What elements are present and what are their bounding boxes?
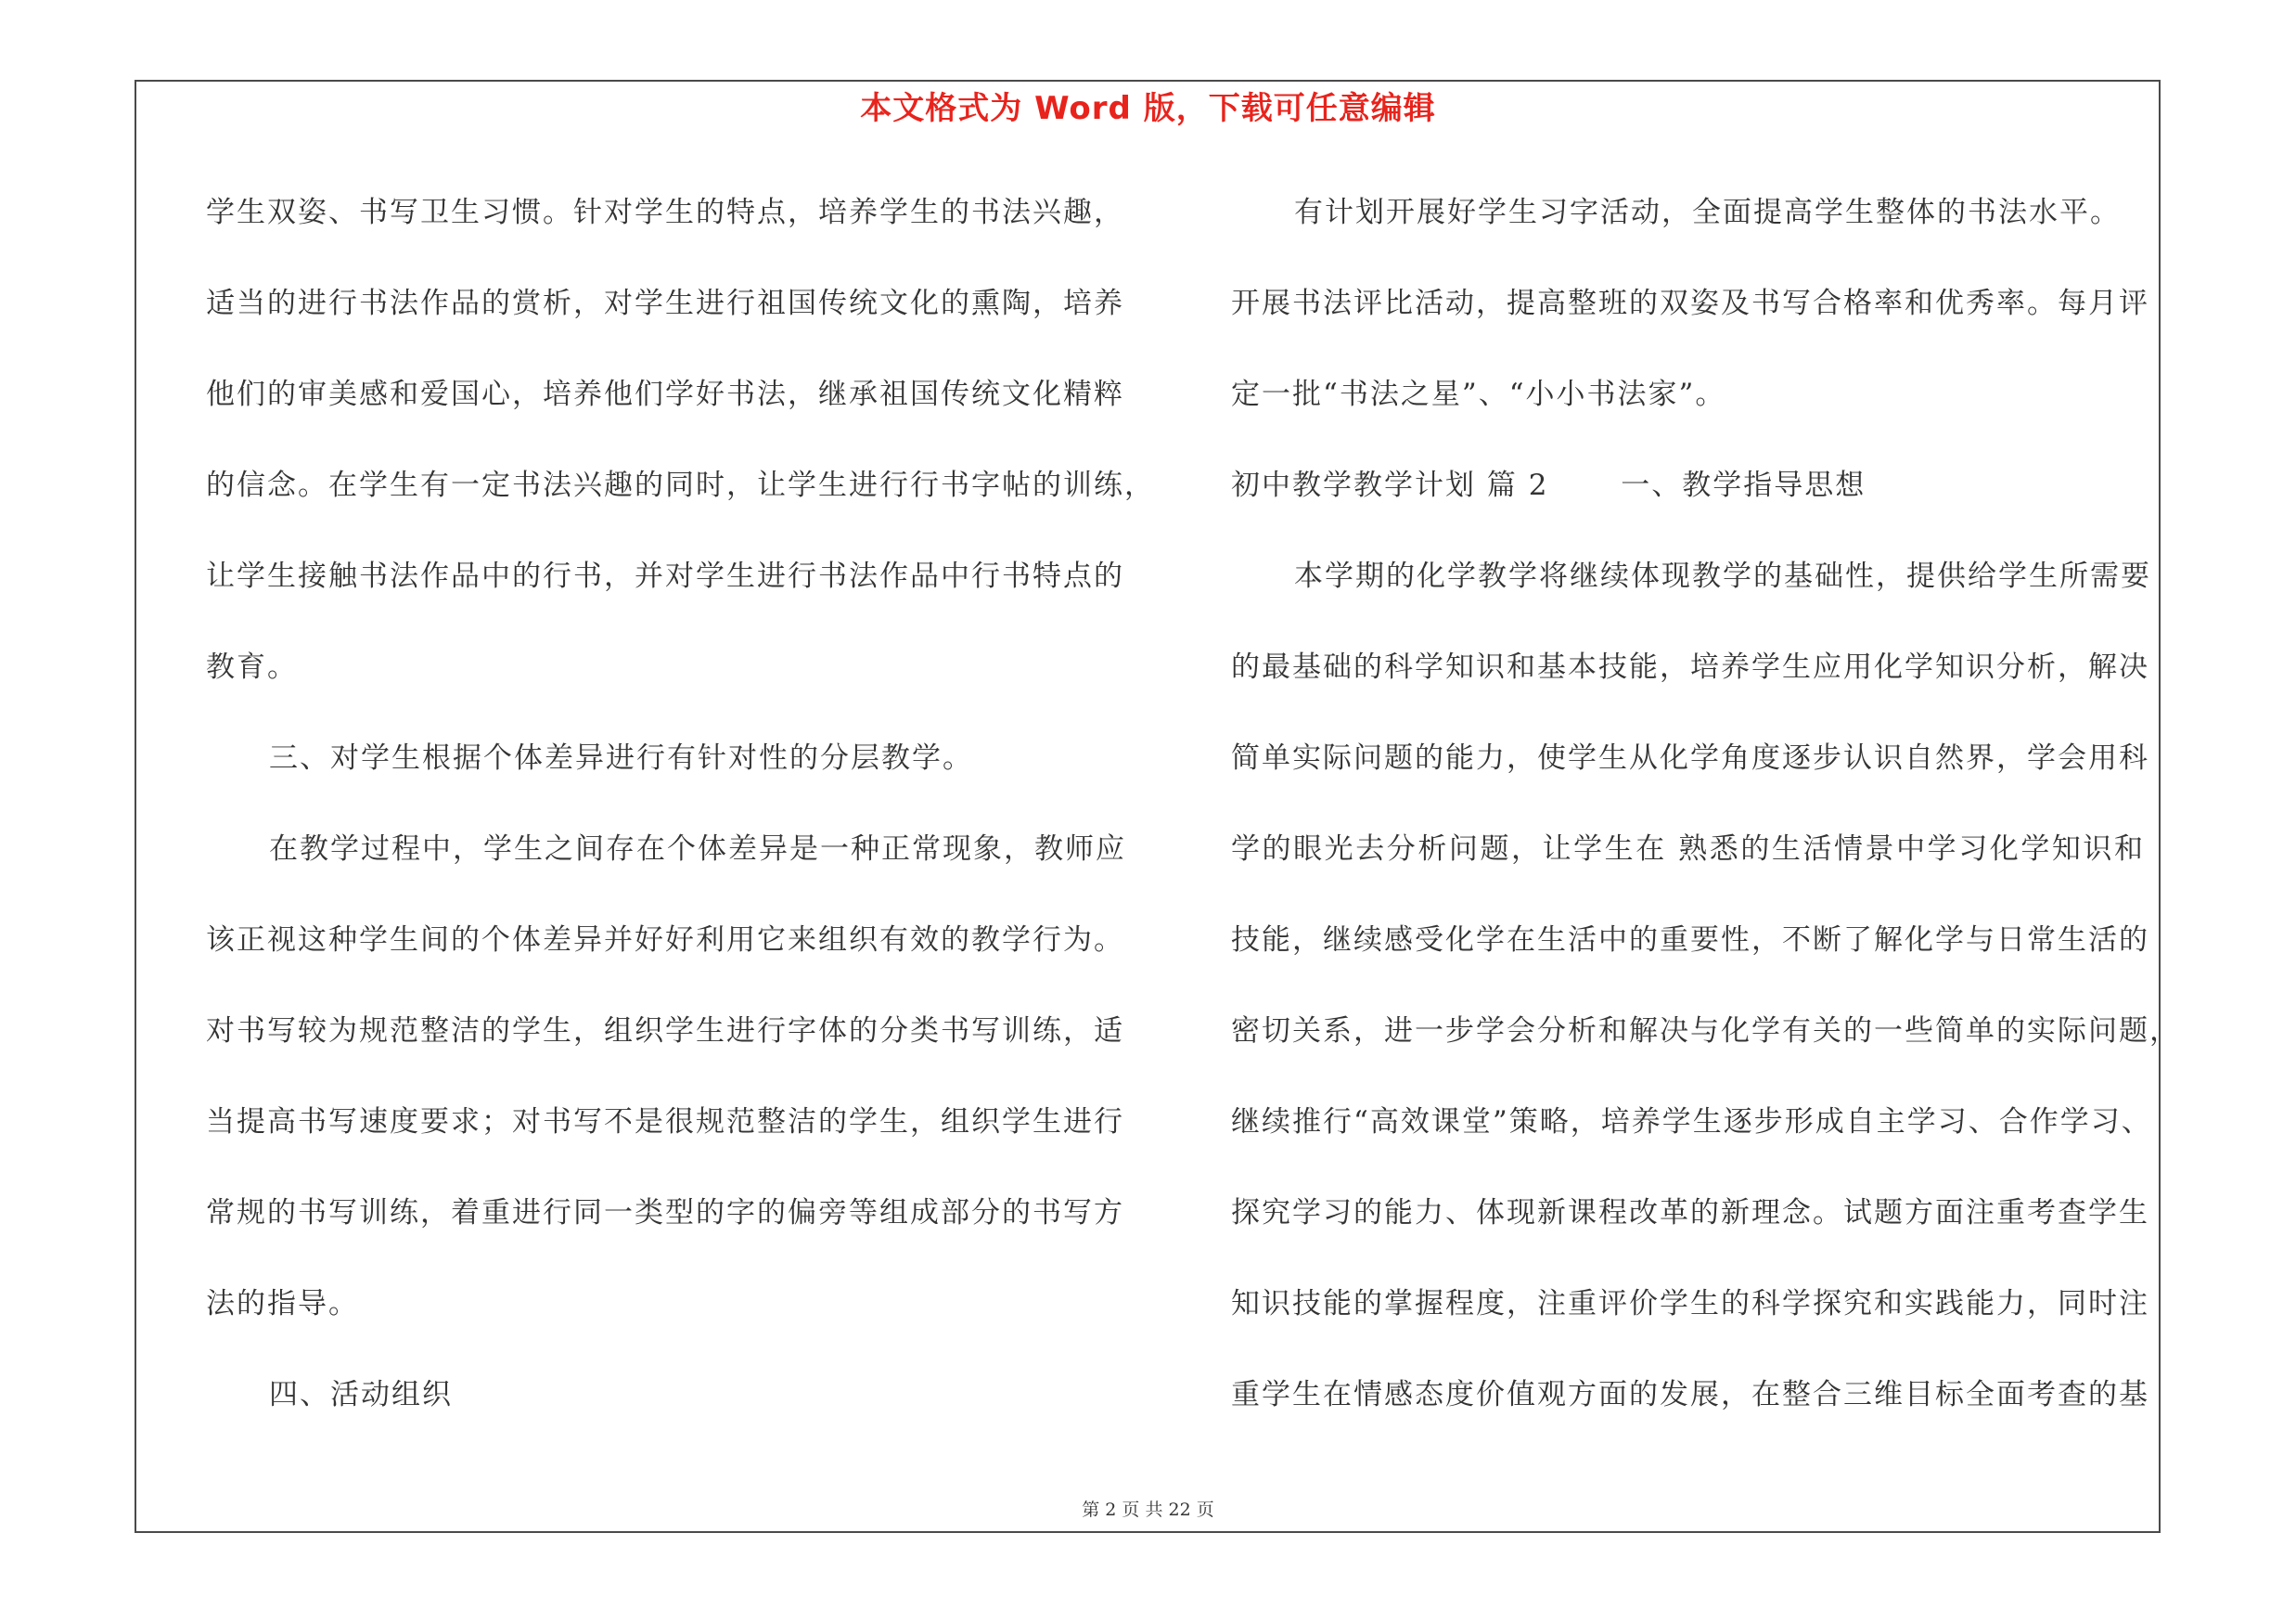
text-line: 本学期的化学教学将继续体现教学的基础性，提供给学生所需要 — [1294, 560, 2151, 593]
text-line: 学生双姿、书写卫生习惯。针对学生的特点，培养学生的书法兴趣， — [206, 196, 1124, 229]
text-line: 开展书法评比活动，提高整班的双姿及书写合格率和优秀率。每月评 — [1231, 287, 2149, 320]
text-line: 技能，继续感受化学在生活中的重要性，不断了解化学与日常生活的 — [1231, 923, 2149, 957]
text-line: 密切关系，进一步学会分析和解决与化学有关的一些简单的实际问题， — [1231, 1014, 2180, 1048]
text-line: 简单实际问题的能力，使学生从化学角度逐步认识自然界，学会用科 — [1231, 741, 2149, 775]
right-column — [1231, 182, 2180, 1455]
text-line: 初中教学教学计划 篇 2 一、教学指导思想 — [1231, 469, 1866, 502]
text-line: 适当的进行书法作品的赏析，对学生进行祖国传统文化的熏陶，培养 — [206, 287, 1124, 320]
text-line: 常规的书写训练，着重进行同一类型的字的偏旁等组成部分的书写方 — [206, 1196, 1124, 1230]
header-banner: 本文格式为 Word 版，下载可任意编辑 — [860, 90, 1436, 127]
text-line: 教育。 — [206, 650, 298, 684]
text-line: 继续推行“高效课堂”策略，培养学生逐步形成自主学习、合作学习、 — [1231, 1105, 2152, 1139]
text-line: 四、活动组织 — [269, 1378, 453, 1411]
text-line: 学的眼光去分析问题，让学生在 熟悉的生活情景中学习化学知识和 — [1231, 832, 2145, 866]
text-line: 的信念。在学生有一定书法兴趣的同时，让学生进行行书字帖的训练， — [206, 469, 1155, 502]
text-line: 知识技能的掌握程度，注重评价学生的科学探究和实践能力，同时注 — [1231, 1287, 2149, 1320]
page-number-footer: 第 2 页 共 22 页 — [1082, 1500, 1214, 1520]
text-line: 他们的审美感和爱国心，培养他们学好书法，继承祖国传统文化精粹 — [206, 378, 1124, 411]
text-line: 探究学习的能力、体现新课程改革的新理念。试题方面注重考查学生 — [1231, 1196, 2149, 1230]
text-line: 对书写较为规范整洁的学生，组织学生进行字体的分类书写训练，适 — [206, 1014, 1124, 1048]
text-line: 该正视这种学生间的个体差异并好好利用它来组织有效的教学行为。 — [206, 923, 1124, 957]
text-line: 三、对学生根据个体差异进行有针对性的分层教学。 — [269, 741, 973, 775]
text-line: 让学生接触书法作品中的行书，并对学生进行书法作品中行书特点的 — [206, 560, 1124, 593]
left-column — [206, 182, 1155, 1455]
text-line: 有计划开展好学生习字活动，全面提高学生整体的书法水平。 — [1294, 196, 2121, 229]
text-line: 在教学过程中，学生之间存在个体差异是一种正常现象，教师应 — [269, 832, 1126, 866]
text-line: 当提高书写速度要求；对书写不是很规范整洁的学生，组织学生进行 — [206, 1105, 1124, 1139]
text-line: 定一批“书法之星”、“小小书法家”。 — [1231, 378, 1726, 411]
text-line: 重学生在情感态度价值观方面的发展，在整合三维目标全面考查的基 — [1231, 1378, 2149, 1411]
text-line: 的最基础的科学知识和基本技能，培养学生应用化学知识分析，解决 — [1231, 650, 2149, 684]
text-line: 法的指导。 — [206, 1287, 359, 1320]
